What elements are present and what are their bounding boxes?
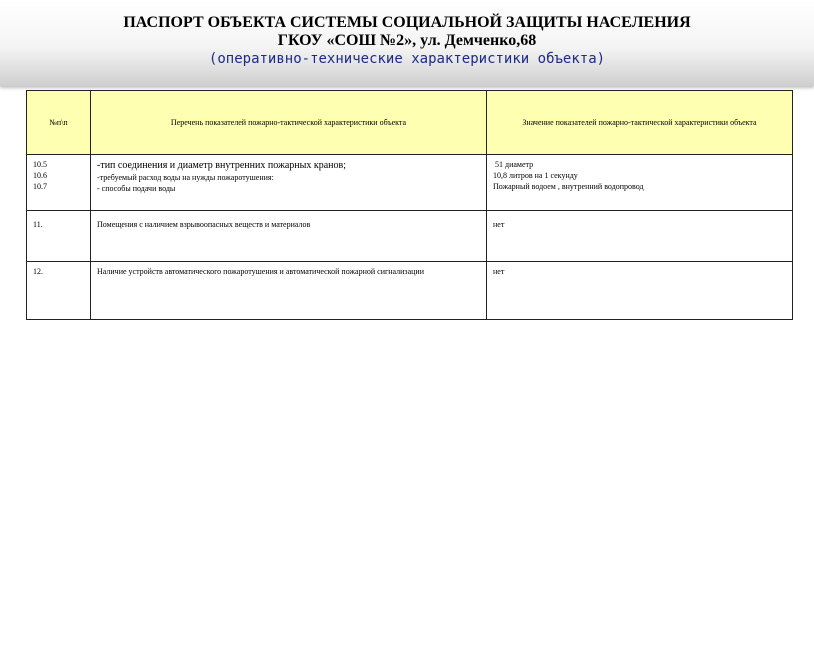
row-number-cell [27, 262, 91, 320]
indicator-text: -тип соединения и диаметр внутренних пожарных кранов; [97, 160, 347, 171]
indicator-text: -требуемый расход воды на нужды пожаротушения: [97, 173, 274, 182]
row-number: 12. [33, 267, 43, 276]
row-indicator-cell [91, 211, 487, 262]
row-indicator-cell [91, 262, 487, 320]
value-text: 51 диаметр [493, 160, 534, 169]
row-number-cell [27, 211, 91, 262]
value-text: Пожарный водоем , внутренний водопровод [493, 182, 644, 191]
header-title-line2: ГКОУ «СОШ №2», ул. Демченко,68 [277, 32, 537, 49]
value-text: 10,8 литров на 1 секунду [493, 171, 578, 180]
header-title-line1: ПАСПОРТ ОБЪЕКТА СИСТЕМЫ СОЦИАЛЬНОЙ ЗАЩИТЫ НАСЕЛЕНИЯ [123, 14, 691, 31]
row-number: 10.5 [33, 160, 47, 169]
table-row [27, 155, 793, 211]
column-header-indicators: Перечень показателей пожарно-тактической характеристики объекта [91, 91, 487, 155]
value-text: нет [493, 220, 505, 229]
value-text: нет [493, 267, 505, 276]
table-header-row [27, 91, 793, 155]
page-header [0, 0, 814, 86]
row-value-cell [487, 155, 793, 211]
row-indicator-cell [91, 155, 487, 211]
passport-table [26, 90, 793, 320]
indicator-text: - способы подачи воды [97, 184, 176, 193]
column-header-number: №п\п [27, 91, 91, 155]
row-number-cell [27, 155, 91, 211]
table-row [27, 211, 793, 262]
row-number: 10.6 [33, 171, 47, 180]
table-row [27, 262, 793, 320]
row-number: 11. [33, 220, 43, 229]
row-value-cell [487, 211, 793, 262]
indicator-text: Помещения с наличием взрывоопасных веществ и материалов [97, 220, 311, 229]
column-header-values: Значение показателей пожарно-тактической характеристики объекта [487, 91, 793, 155]
row-value-cell [487, 262, 793, 320]
header-subtitle: (оперативно-технические характеристики объекта) [208, 51, 606, 67]
indicator-text: Наличие устройств автоматического пожаротушения и автоматической пожарной сигнализации [97, 267, 424, 276]
row-number: 10.7 [33, 182, 47, 191]
